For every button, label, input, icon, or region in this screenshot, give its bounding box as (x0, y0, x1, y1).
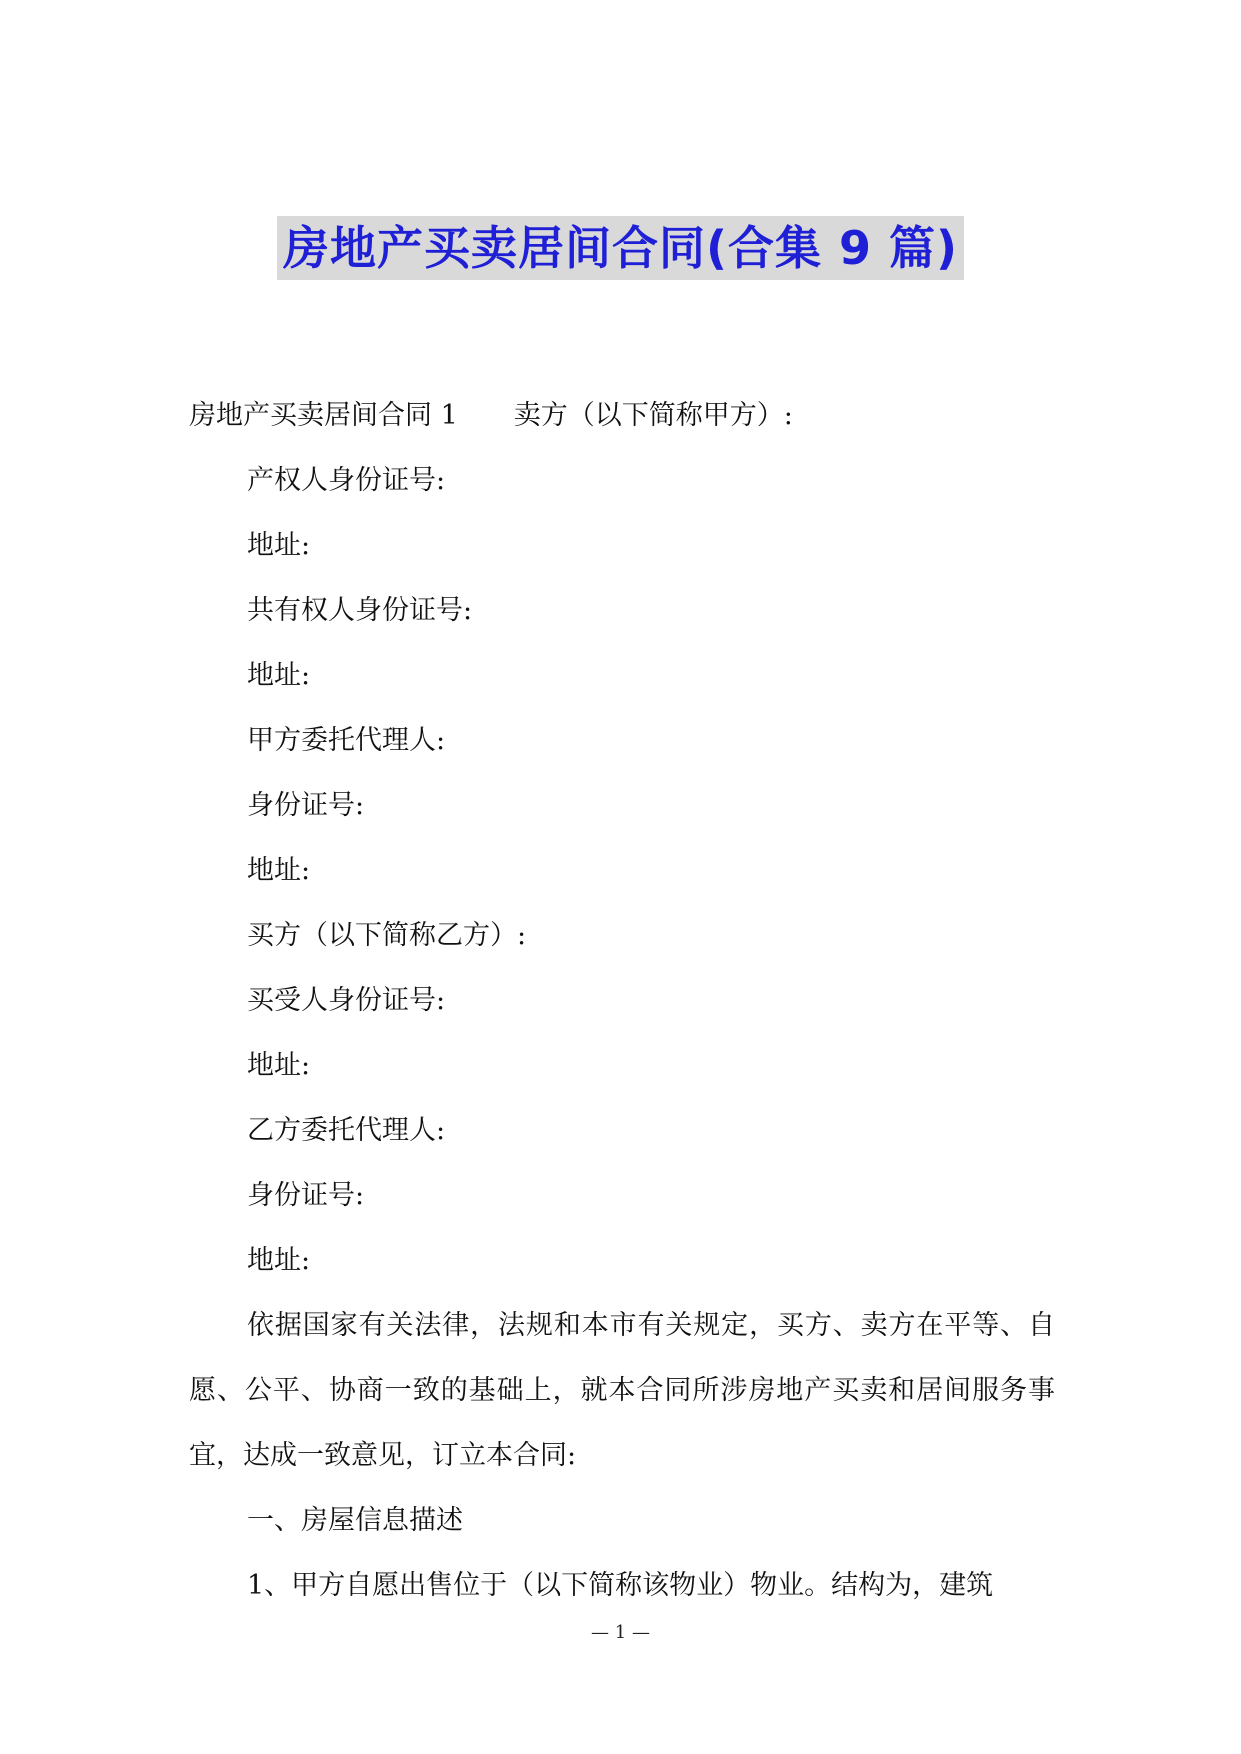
field-coowner-id: 共有权人身份证号: (247, 595, 473, 626)
seller-label: 卖方（以下简称甲方）: (513, 400, 793, 431)
page-number: — 1 — (591, 1622, 650, 1643)
contract-heading-line (189, 383, 1055, 448)
field-buyer-agent: 乙方委托代理人: (247, 1115, 446, 1146)
field-owner-address: 地址: (247, 530, 311, 561)
field-seller-agent-id: 身份证号: (247, 790, 365, 821)
title-container (0, 216, 1241, 280)
field-buyer-address: 地址: (247, 1050, 311, 1081)
field-buyer-agent-id: 身份证号: (247, 1180, 365, 1211)
document-title: 房地产买卖居间合同(合集 9 篇) (277, 216, 964, 280)
contract-number: 房地产买卖居间合同 1 (189, 400, 458, 431)
field-buyer-id: 买受人身份证号: (247, 985, 446, 1016)
clause-1: 1、甲方自愿出售位于（以下简称该物业）物业。结构为，建筑 (247, 1570, 994, 1601)
field-buyer-agent-address: 地址: (247, 1245, 311, 1276)
field-seller-agent: 甲方委托代理人: (247, 725, 446, 756)
field-seller-agent-address: 地址: (247, 855, 311, 886)
field-coowner-address: 地址: (247, 660, 311, 691)
field-owner-id: 产权人身份证号: (247, 465, 446, 496)
section-heading: 一、房屋信息描述 (247, 1505, 463, 1536)
document-body (189, 383, 1055, 1618)
buyer-label: 买方（以下简称乙方）: (247, 920, 527, 951)
preamble-paragraph: 依据国家有关法律，法规和本市有关规定，买方、卖方在平等、自愿、公平、协商一致的基础上，就本合同所涉房地产买卖和居间服务事宜，达成一致意见，订立本合同: (189, 1310, 1055, 1471)
